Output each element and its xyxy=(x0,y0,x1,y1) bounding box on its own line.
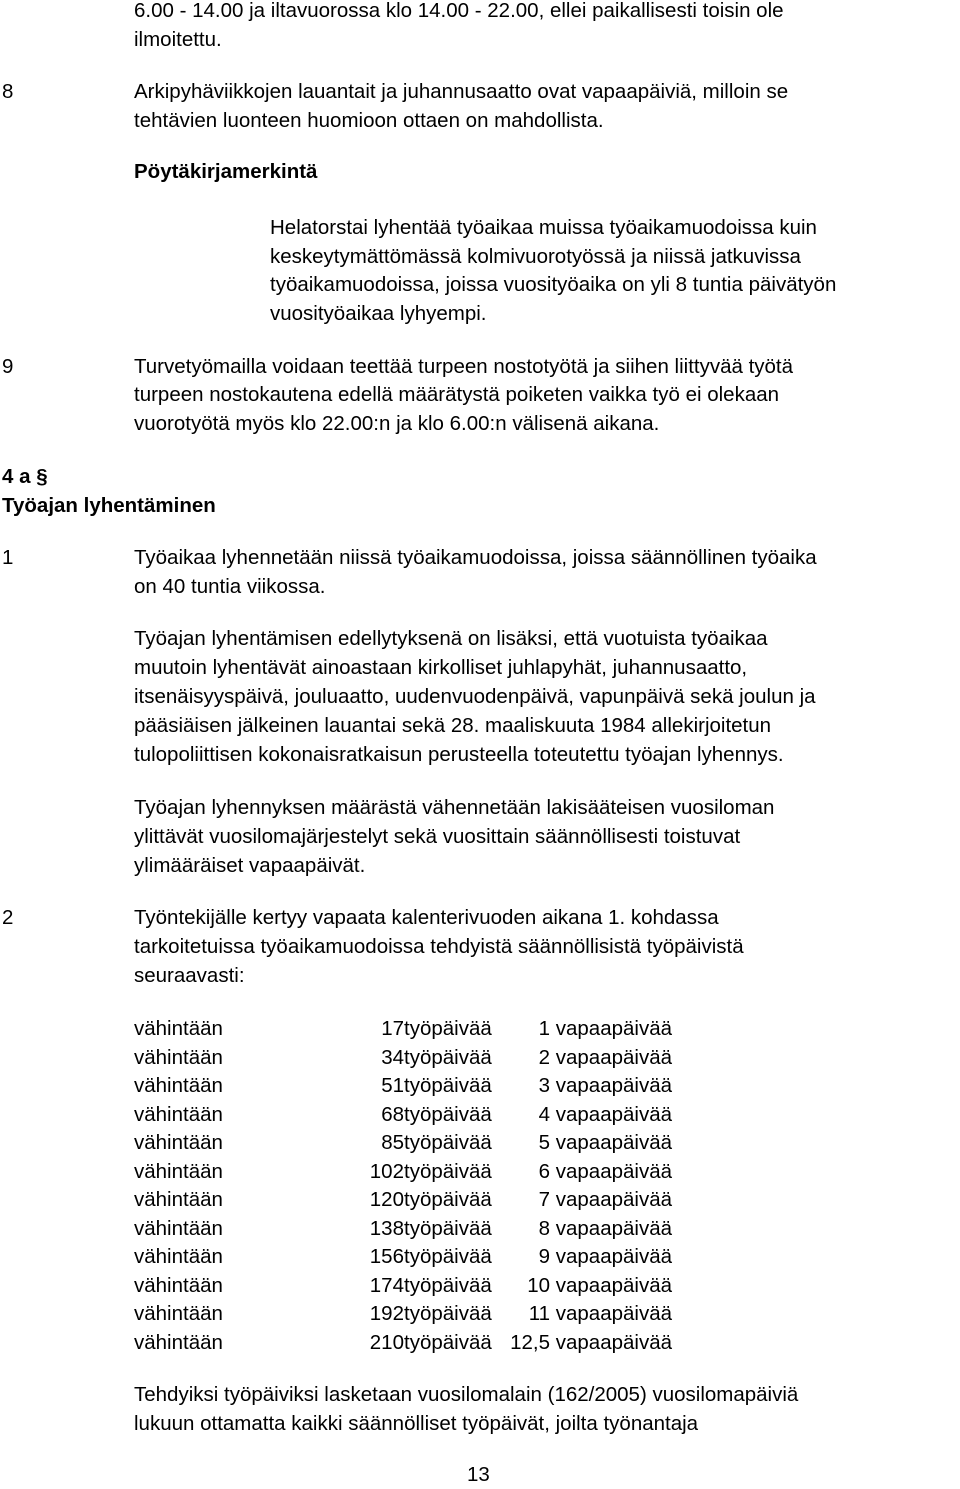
text-line: Työntekijälle kertyy vapaata kalenterivuoden aikana 1. kohdassa xyxy=(134,906,719,929)
section-number: 4 a § xyxy=(2,465,48,488)
days-value: 102 xyxy=(369,1160,404,1183)
table-row xyxy=(134,1128,694,1157)
free-value: 6 vapaapäivää xyxy=(538,1160,672,1183)
table-row xyxy=(134,1157,694,1186)
free-value: 4 vapaapäivää xyxy=(538,1103,672,1126)
days-unit: työpäivää xyxy=(404,1131,492,1154)
min-label: vähintään xyxy=(134,1245,223,1268)
days-value: 17 xyxy=(381,1017,404,1040)
min-label: vähintään xyxy=(134,1188,223,1211)
free-value: 7 vapaapäivää xyxy=(538,1188,672,1211)
text-line: pääsiäisen jälkeinen lauantai sekä 28. maaliskuuta 1984 allekirjoitetun xyxy=(134,714,772,737)
free-value: 2 vapaapäivää xyxy=(538,1046,672,1069)
text-line: turpeen nostokautena edellä määrätystä poiketen vaikka työ ei olekaan xyxy=(134,383,780,406)
item-number: 1 xyxy=(2,546,14,569)
text-line: muutoin lyhentävät ainoastaan kirkolliset juhlapyhät, juhannusaatto, xyxy=(134,656,748,679)
table-row xyxy=(134,1214,694,1243)
note-line: Helatorstai lyhentää työaikaa muissa työaikamuodoissa kuin xyxy=(270,216,817,239)
note-heading: Pöytäkirjamerkintä xyxy=(134,160,318,183)
days-value: 120 xyxy=(369,1188,404,1211)
section-title: Työajan lyhentäminen xyxy=(2,494,216,517)
min-label: vähintään xyxy=(134,1302,223,1325)
min-label: vähintään xyxy=(134,1074,223,1097)
text-line: itsenäisyyspäivä, jouluaatto, uudenvuodenpäivä, vapunpäivä sekä joulun ja xyxy=(134,685,816,708)
free-value: 1 vapaapäivää xyxy=(538,1017,672,1040)
days-unit: työpäivää xyxy=(404,1074,492,1097)
days-unit: työpäivää xyxy=(404,1245,492,1268)
min-label: vähintään xyxy=(134,1331,223,1354)
days-value: 51 xyxy=(381,1074,404,1097)
min-label: vähintään xyxy=(134,1274,223,1297)
note-line: vuosityöaikaa lyhyempi. xyxy=(270,302,487,325)
page-number: 13 xyxy=(467,1463,490,1486)
table-row xyxy=(134,1185,694,1214)
free-value: 3 vapaapäivää xyxy=(538,1074,672,1097)
text-line: Turvetyömailla voidaan teettää turpeen nostotyötä ja siihen liittyvää työtä xyxy=(134,355,794,378)
item-number: 9 xyxy=(2,355,14,378)
text-line: ylimääräiset vapaapäivät. xyxy=(134,854,366,877)
days-value: 192 xyxy=(369,1302,404,1325)
days-value: 85 xyxy=(381,1131,404,1154)
days-value: 34 xyxy=(381,1046,404,1069)
min-label: vähintään xyxy=(134,1103,223,1126)
table-row xyxy=(134,1071,694,1100)
text-line: tulopoliittisen kokonaisratkaisun perusteella toteutettu työajan lyhennys. xyxy=(134,743,784,766)
days-unit: työpäivää xyxy=(404,1217,492,1240)
free-value: 12,5 vapaapäivää xyxy=(510,1331,672,1354)
days-value: 138 xyxy=(369,1217,404,1240)
text-line: Arkipyhäviikkojen lauantait ja juhannusaatto ovat vapaapäiviä, milloin se xyxy=(134,80,789,103)
days-value: 210 xyxy=(369,1331,404,1354)
days-unit: työpäivää xyxy=(404,1302,492,1325)
item-number: 2 xyxy=(2,906,14,929)
table-row xyxy=(134,1271,694,1300)
days-unit: työpäivää xyxy=(404,1188,492,1211)
text-line: ilmoitettu. xyxy=(134,28,222,51)
text-line: vuorotyötä myös klo 22.00:n ja klo 6.00:n välisenä aikana. xyxy=(134,412,660,435)
days-unit: työpäivää xyxy=(404,1103,492,1126)
table-row xyxy=(134,1043,694,1072)
text-line: on 40 tuntia viikossa. xyxy=(134,575,326,598)
min-label: vähintään xyxy=(134,1131,223,1154)
item-number: 8 xyxy=(2,80,14,103)
days-unit: työpäivää xyxy=(404,1274,492,1297)
days-unit: työpäivää xyxy=(404,1331,492,1354)
days-unit: työpäivää xyxy=(404,1046,492,1069)
min-label: vähintään xyxy=(134,1017,223,1040)
free-value: 8 vapaapäivää xyxy=(538,1217,672,1240)
table-row xyxy=(134,1328,694,1357)
text-line: seuraavasti: xyxy=(134,964,245,987)
text-line: tehtävien luonteen huomioon ottaen on mahdollista. xyxy=(134,109,604,132)
min-label: vähintään xyxy=(134,1046,223,1069)
table-row xyxy=(134,1242,694,1271)
free-value: 10 vapaapäivää xyxy=(527,1274,672,1297)
min-label: vähintään xyxy=(134,1217,223,1240)
free-value: 9 vapaapäivää xyxy=(538,1245,672,1268)
days-value: 174 xyxy=(369,1274,404,1297)
days-value: 68 xyxy=(381,1103,404,1126)
free-value: 5 vapaapäivää xyxy=(538,1131,672,1154)
table-row xyxy=(134,1299,694,1328)
min-label: vähintään xyxy=(134,1160,223,1183)
text-line: Työajan lyhentämisen edellytyksenä on lisäksi, että vuotuista työaikaa xyxy=(134,627,768,650)
note-line: työaikamuodoissa, joissa vuosityöaika on yli 8 tuntia päivätyön xyxy=(270,273,837,296)
text-line: Työajan lyhennyksen määrästä vähennetään lakisääteisen vuosiloman xyxy=(134,796,775,819)
text-line: tarkoitetuissa työaikamuodoissa tehdyistä säännöllisistä työpäivistä xyxy=(134,935,744,958)
table-row xyxy=(134,1014,694,1043)
text-line: 6.00 - 14.00 ja iltavuorossa klo 14.00 - 22.00, ellei paikallisesti toisin ole xyxy=(134,0,784,22)
text-line: lukuun ottamatta kaikki säännölliset työpäivät, joilta työnantaja xyxy=(134,1412,699,1435)
text-line: Tehdyiksi työpäiviksi lasketaan vuosilomalain (162/2005) vuosilomapäiviä xyxy=(134,1383,799,1406)
days-value: 156 xyxy=(369,1245,404,1268)
text-line: ylittävät vuosilomajärjestelyt sekä vuosittain säännöllisesti toistuvat xyxy=(134,825,741,848)
free-value: 11 vapaapäivää xyxy=(528,1302,672,1325)
days-unit: työpäivää xyxy=(404,1160,492,1183)
table-row xyxy=(134,1100,694,1129)
note-line: keskeytymättömässä kolmivuorotyössä ja niissä jatkuvissa xyxy=(270,245,801,268)
days-unit: työpäivää xyxy=(404,1017,492,1040)
text-line: Työaikaa lyhennetään niissä työaikamuodoissa, joissa säännöllinen työaika xyxy=(134,546,817,569)
